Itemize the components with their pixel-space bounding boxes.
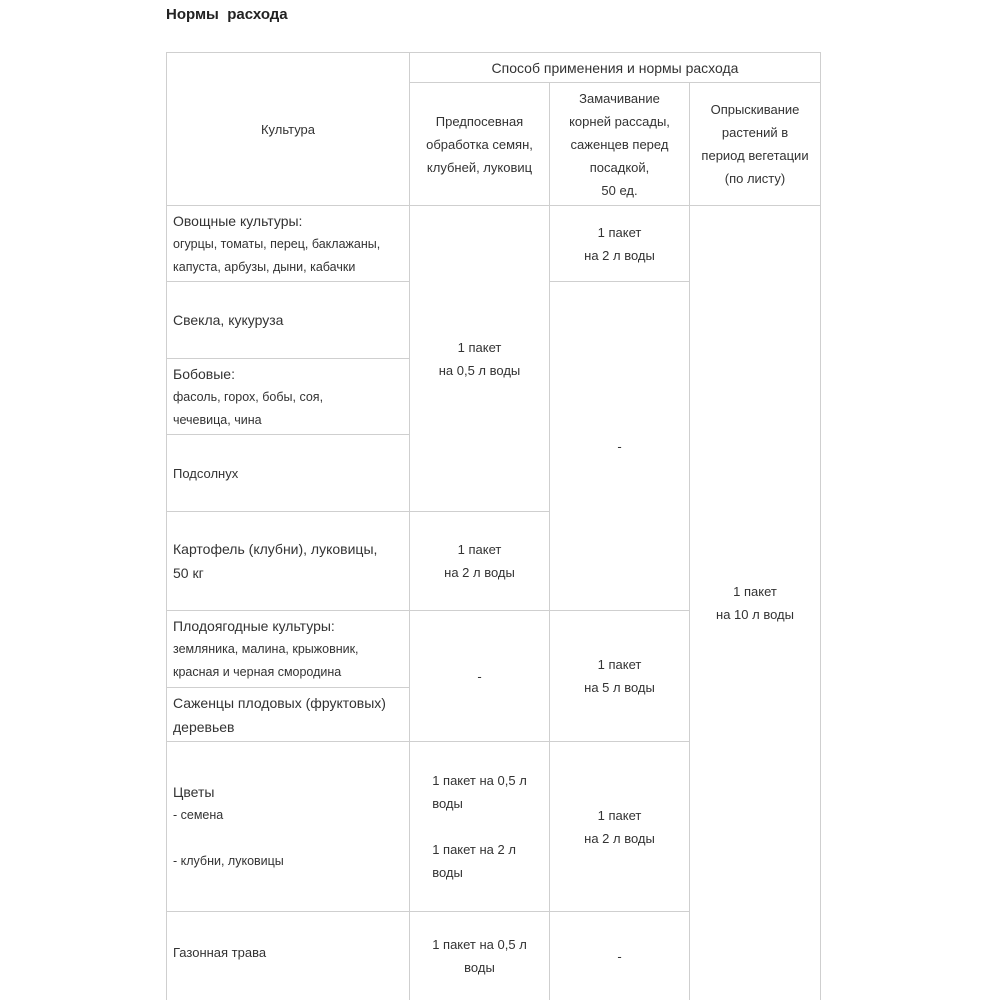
presowing-fruit-value: - — [477, 668, 482, 684]
row-potato: Картофель (клубни), луковицы, 50 кг — [173, 541, 378, 581]
presowing-potato-value: 1 пакет на 2 л воды — [444, 542, 515, 580]
soaking-lawn-value: - — [617, 948, 622, 964]
header-method-group: Способ применения и нормы расхода — [491, 59, 739, 76]
presowing-main-value: 1 пакет на 0,5 л воды — [438, 339, 521, 378]
header-presowing: Предпосевная обработка семян, клубней, луковиц — [426, 113, 533, 175]
page-heading: Нормы расхода — [166, 6, 288, 23]
row-sunflower: Подсолнух — [173, 465, 239, 481]
row-lawn: Газонная трава — [173, 944, 267, 960]
row-fruit-berry: Плодоягодные культуры: земляника, малина, крыжовник, красная и черная смородина — [173, 618, 359, 679]
presowing-lawn-value: 1 пакет на 0,5 л воды — [432, 937, 527, 975]
header-spraying: Опрыскивание растений в период вегетации (по листу) — [701, 102, 809, 186]
row-seedlings: Саженцы плодовых (фруктовых) деревьев — [173, 694, 386, 735]
soaking-flowers-value: 1 пакет на 2 л воды — [584, 807, 655, 846]
row-legumes: Бобовые: фасоль, горох, бобы, соя, чечевица, чина — [173, 365, 324, 427]
soaking-fruit-value: 1 пакет на 5 л воды — [584, 657, 655, 695]
header-soaking: Замачивание корней рассады, саженцев перед посадкой, 50 ед. — [569, 90, 670, 198]
soaking-vegetables-value: 1 пакет на 2 л воды — [584, 224, 655, 263]
row-flowers: Цветы - семена - клубни, луковицы — [173, 784, 284, 868]
soaking-middle-value: - — [617, 438, 622, 454]
row-beet-corn: Свекла, кукуруза — [173, 312, 284, 328]
row-vegetables: Овощные культуры: огурцы, томаты, перец, баклажаны, капуста, арбузы, дыни, кабачки — [173, 212, 381, 274]
header-culture: Культура — [260, 121, 316, 137]
presowing-flowers-value: 1 пакет на 0,5 л воды 1 пакет на 2 л воды — [432, 773, 527, 880]
spraying-all-value: 1 пакет на 10 л воды — [716, 584, 794, 622]
